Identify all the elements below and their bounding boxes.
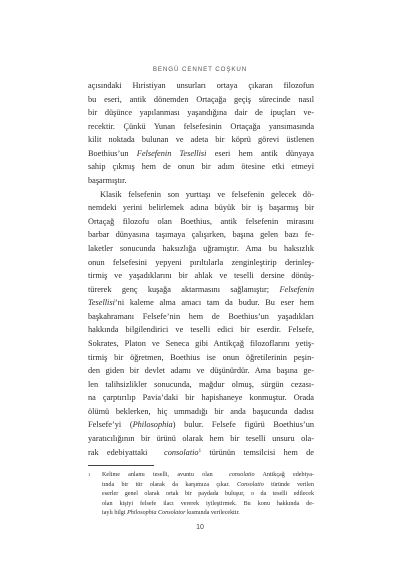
footnote-line: tında bir tür olarak da karşımıza çıkar. Consolatio türünde verilen xyxy=(102,481,314,488)
text-line: tirmiş bir öğretmen, Boethius ise onun öğretilerinin peşin- xyxy=(88,352,314,362)
text-line: bu eseri, antik dönemden Ortaçağa geçiş sürecinde nasıl xyxy=(88,94,314,104)
text-line: len talihsizlikler sonucunda, mağdur olmuş, sürgün cezası- xyxy=(88,379,314,389)
text-line: yaratıcılığının bir ürünü olarak hem bir teselli unsuru ola- xyxy=(88,434,314,444)
text-line: Sokrates, Platon ve Seneca gibi Antikçağ filozoflarını yetiş- xyxy=(88,338,314,348)
text-line: Boethius’un Felsefenin Tesellisi eseri hem antik dünyaya xyxy=(88,148,314,158)
text-line: başarmıştır. xyxy=(88,176,127,186)
text-line: kilit noktada bulunan ve adeta bir köprü görevi üstlenen xyxy=(88,135,314,145)
text-line: recektir. Çünkü Yunan felsefesinin Ortaçağa yansımasında xyxy=(88,121,314,131)
text-line: rak edebiyattaki consolatio$^1$ türünün temsilcisi hem de xyxy=(88,447,314,457)
footnote-number: 1 xyxy=(88,472,91,477)
footnote-line: olan kişiyi felsefe ilacı vererek iyileştirmek. Bu konu hakkında de- xyxy=(102,500,314,507)
body-text xyxy=(88,79,314,459)
text-line: na çarptırılıp Pavia’daki bir hapishaneye konmuştur. Orada xyxy=(88,393,314,403)
text-line: nemdeki yerini belirlemek adına büyük bir iş başarmış bir xyxy=(88,203,314,213)
text-line: barbar dünyasına taşımaya çalışırken, başına gelen bazı fe- xyxy=(88,230,314,240)
text-line: sahip çıkmış hem de onun bir adım ötesine etki etmeyi xyxy=(88,162,314,172)
text-line: laketler sonucunda haksızlığa uğramıştır. Ama bu haksızlık xyxy=(88,243,314,253)
footnote-line: eserler genel olarak ortak bir paydada buluşur, o da teselli edilecek xyxy=(102,491,314,498)
text-line: ölümü beklerken, hiç ummadığı bir anda başucunda dadısı xyxy=(88,406,314,416)
footnote-line: taylı bilgi Philosophia Consolator kısmında verilecektir. xyxy=(102,510,240,517)
running-head: BENGÜ CENNET COŞKUN xyxy=(152,66,248,73)
text-line: Ortaçağ filozofu olan Boethius, antik felsefenin mirasını xyxy=(88,216,314,226)
text-line: Klasik felsefenin son yurttaşı ve felsefenin gelecek dö- xyxy=(100,189,314,199)
text-line: den giden bir devlet adamı ve düşünürdür. Ama başına ge- xyxy=(88,366,314,376)
text-line: türerek genç kuşağa aktarmasını sağlamıştır; Felsefenin xyxy=(88,284,314,294)
text-line: hakkında bilgilendirici ve teselli edici bir eserdir. Felsefe, xyxy=(88,325,314,335)
text-line: açısındaki Hıristiyan unsurları ortaya çıkaran filozofun xyxy=(88,81,314,90)
text-line: başkahramanı Felsefe’nin hem de Boethius’un yaşadıkları xyxy=(88,311,314,321)
footnote-divider xyxy=(88,465,154,466)
text-line: Felsefe’yi (Philosophia) bulur. Felsefe figürü Boethius’un xyxy=(88,420,314,430)
text-line: Tesellisi’ni kaleme alma amacı tam da budur. Bu eser hem xyxy=(88,298,314,308)
footnote xyxy=(88,471,314,519)
text-line: bir düşünce yapılanması yaşandığına dair de ipuçları ve- xyxy=(88,108,314,118)
page-number: 10 xyxy=(196,524,204,531)
footnote-line: 1 Kelime anlamı teselli, avuntu olan consolatio Antikçağ edebiya- xyxy=(88,472,314,478)
text-line: tirmiş ve yaşadıklarını bir ahlak ve teselli dersine dönüş- xyxy=(88,271,314,281)
text-line: onun felsefesini yepyeni pırıltılarla zenginleştirip derinleş- xyxy=(88,257,314,267)
